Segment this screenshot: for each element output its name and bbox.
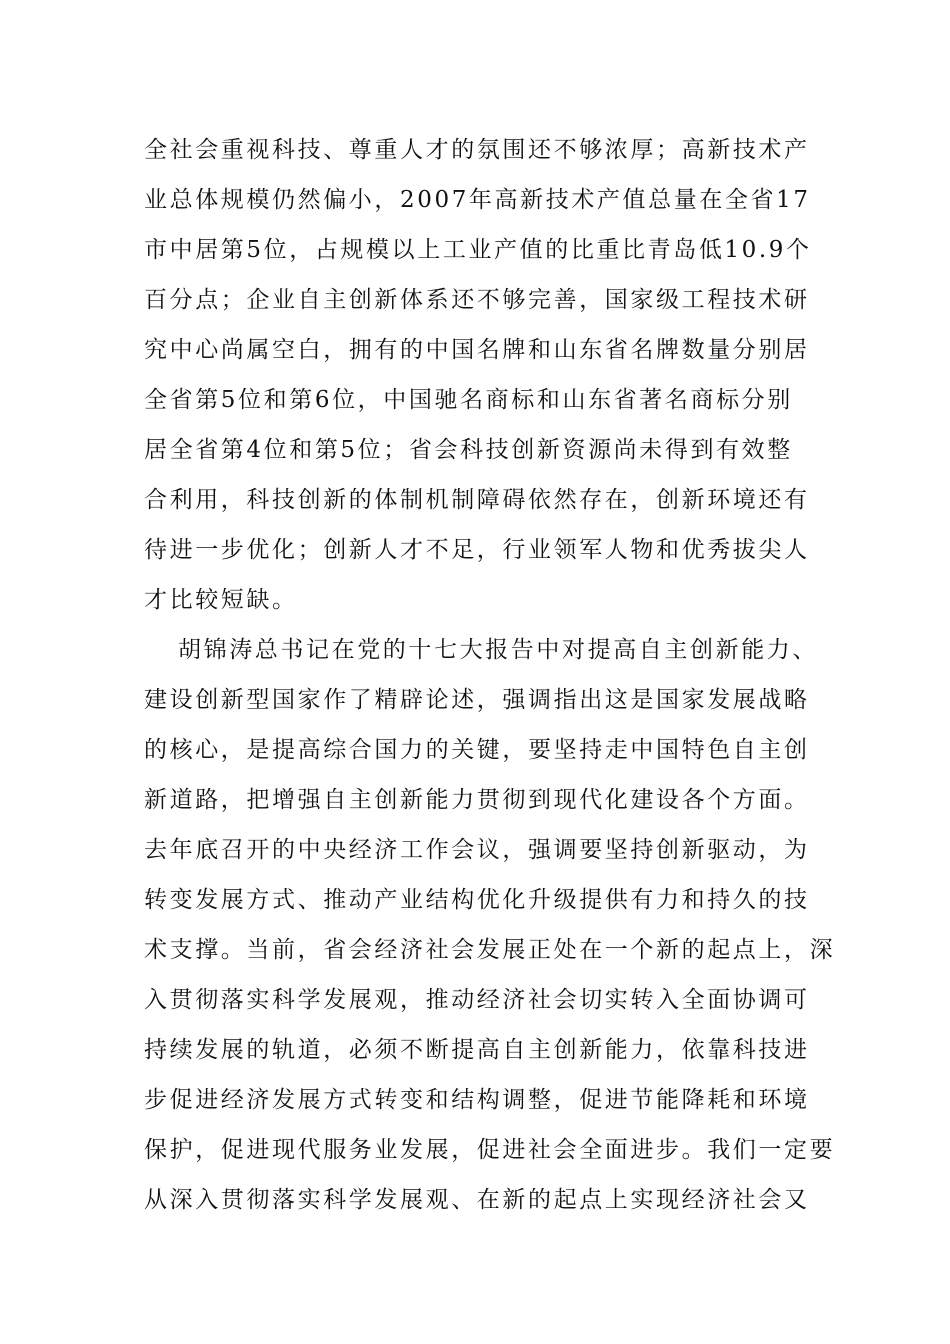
text-line: 市中居第5位，占规模以上工业产值的比重比青岛低10.9个 [144, 237, 812, 263]
text-line: 百分点；企业自主创新体系还不够完善，国家级工程技术研 [144, 287, 810, 313]
text-line: 全社会重视科技、尊重人才的氛围还不够浓厚；高新技术产 [144, 137, 810, 163]
text-line: 居全省第4位和第5位；省会科技创新资源尚未得到有效整 [144, 437, 793, 463]
text-line: 建设创新型国家作了精辟论述，强调指出这是国家发展战略 [144, 687, 810, 713]
text-line: 合利用，科技创新的体制机制障碍依然存在，创新环境还有 [144, 487, 810, 513]
text-line: 保护，促进现代服务业发展，促进社会全面进步。我们一定要 [144, 1137, 836, 1163]
text-line: 入贯彻落实科学发展观，推动经济社会切实转入全面协调可 [144, 987, 810, 1013]
text-line: 的核心，是提高综合国力的关键，要坚持走中国特色自主创 [144, 737, 810, 763]
text-line: 究中心尚属空白，拥有的中国名牌和山东省名牌数量分别居 [144, 337, 810, 363]
text-line: 才比较短缺。 [144, 587, 298, 613]
text-line: 从深入贯彻落实科学发展观、在新的起点上实现经济社会又 [144, 1187, 810, 1213]
text-line: 转变发展方式、推动产业结构优化升级提供有力和持久的技 [144, 887, 810, 913]
text-line: 全省第5位和第6位，中国驰名商标和山东省著名商标分别 [144, 387, 793, 413]
text-line: 术支撑。当前，省会经济社会发展正处在一个新的起点上，深 [144, 937, 836, 963]
text-line: 步促进经济发展方式转变和结构调整，促进节能降耗和环境 [144, 1087, 810, 1113]
text-line: 待进一步优化；创新人才不足，行业领军人物和优秀拔尖人 [144, 537, 810, 563]
text-line: 去年底召开的中央经济工作会议，强调要坚持创新驱动，为 [144, 837, 810, 863]
text-line: 持续发展的轨道，必须不断提高自主创新能力，依靠科技进 [144, 1037, 810, 1063]
paragraph-first-line: 胡锦涛总书记在党的十七大报告中对提高自主创新能力、 [178, 637, 818, 663]
text-line: 新道路，把增强自主创新能力贯彻到现代化建设各个方面。 [144, 787, 810, 813]
text-line: 业总体规模仍然偏小，2007年高新技术产值总量在全省17 [144, 187, 811, 213]
